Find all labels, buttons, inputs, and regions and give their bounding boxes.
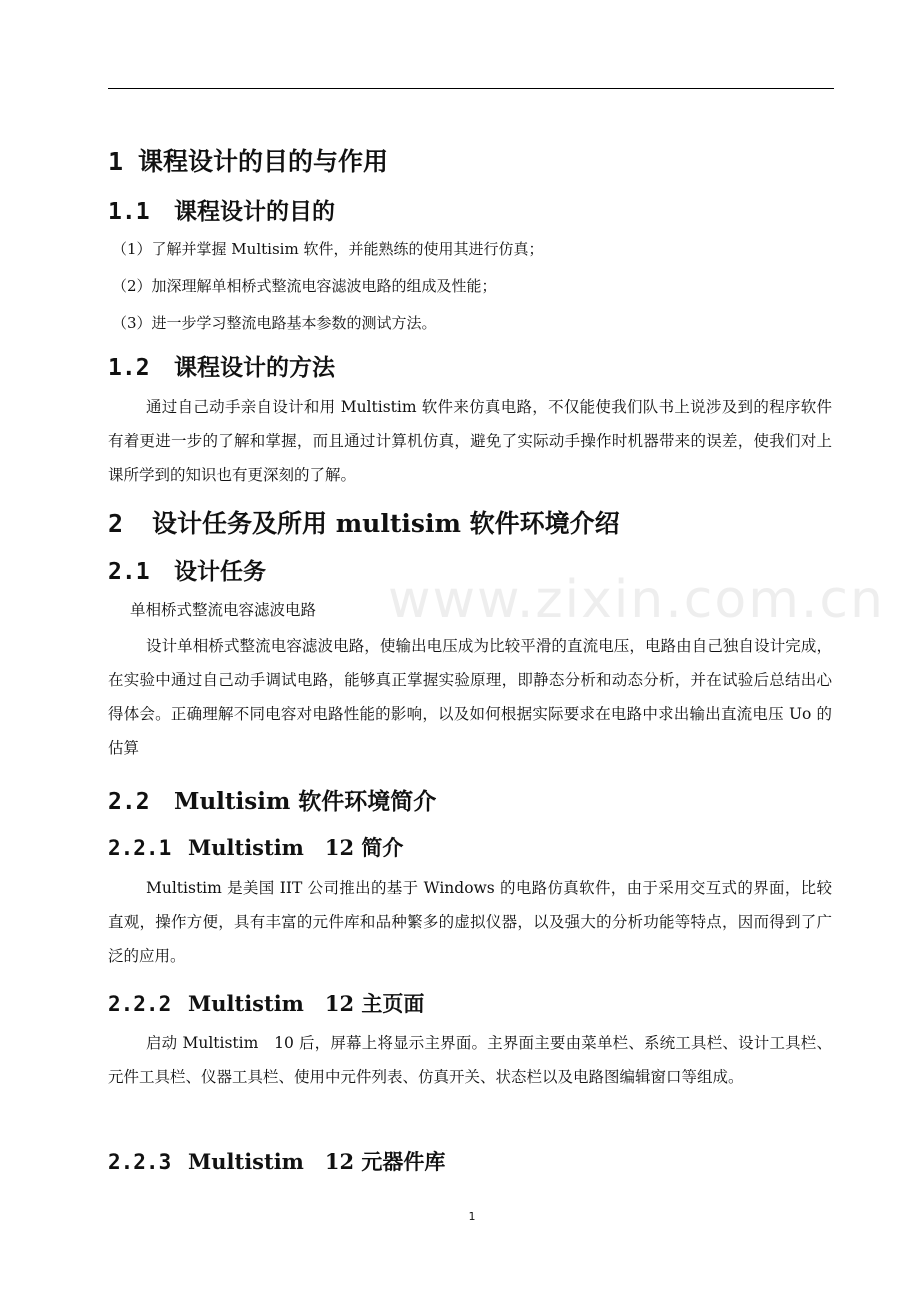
task-paragraph: 设计单相桥式整流电容滤波电路，使输出电压成为比较平滑的直流电压，电路由自己独自设计完成，在实验中通过自己动手调试电路，能够真正掌握实验原理，即静态分析和动态分析，并在试验后总结出心得体会。正确理解不同电容对电路性能的影响，以及如何根据实际要求在电路中求出输出直流电压 Uo 的估算 [108, 637, 832, 757]
heading-1-1: 1.1 课程设计的目的 [108, 198, 335, 225]
task-subject: 单相桥式整流电容滤波电路 [130, 601, 317, 619]
goal-item: （3）进一步学习整流电路基本参数的测试方法。 [112, 314, 437, 332]
heading-2-2: 2.2 Multisim 软件环境简介 [108, 788, 437, 815]
intro-paragraph: Multistim 是美国 IIT 公司推出的基于 Windows 的电路仿真软件，由于采用交互式的界面，比较直观，操作方便，具有丰富的元件库和品种繁多的虚拟仪器，以及强大的分析功能等特点，因而得到了广泛的应用。 [108, 879, 832, 965]
heading-2-2-2: 2.2.2 Multistim 12 主页面 [108, 991, 425, 1016]
heading-1: 1 课程设计的目的与作用 [108, 147, 389, 176]
page-number: 1 [468, 1210, 476, 1223]
watermark: www.zixin.com.cn [388, 570, 885, 630]
heading-2-1: 2.1 设计任务 [108, 558, 266, 585]
main-page-paragraph: 启动 Multistim 10 后，屏幕上将显示主界面。主界面主要由菜单栏、系统工具栏、设计工具栏、元件工具栏、仪器工具栏、使用中元件列表、仿真开关、状态栏以及电路图编辑窗口等组成。 [108, 1034, 832, 1086]
method-paragraph: 通过自己动手亲自设计和用 Multistim 软件来仿真电路，不仅能使我们队书上说涉及到的程序软件有着更进一步的了解和掌握，而且通过计算机仿真，避免了实际动手操作时机器带来的误差，使我们对上课所学到的知识也有更深刻的了解。 [108, 398, 832, 484]
heading-1-2: 1.2 课程设计的方法 [108, 354, 335, 381]
heading-2: 2 设计任务及所用 multisim 软件环境介绍 [108, 509, 620, 538]
heading-2-2-3: 2.2.3 Multistim 12 元器件库 [108, 1149, 446, 1174]
goal-item: （1）了解并掌握 Multisim 软件，并能熟练的使用其进行仿真； [112, 240, 544, 258]
header-rule [108, 88, 834, 89]
goal-item: （2）加深理解单相桥式整流电容滤波电路的组成及性能； [112, 277, 497, 295]
heading-2-2-1: 2.2.1 Multistim 12 简介 [108, 835, 404, 860]
